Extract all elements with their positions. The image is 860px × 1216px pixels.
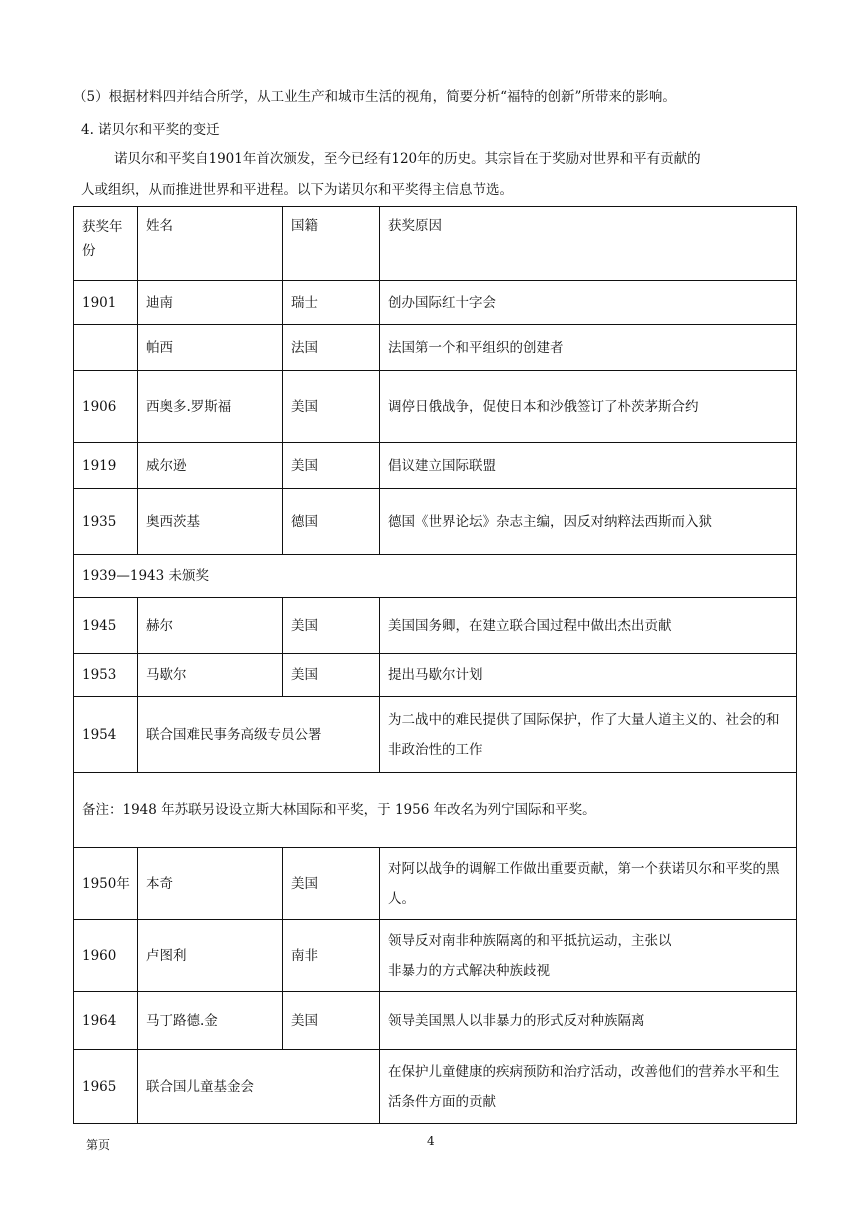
question-5-text: （5）根据材料四并结合所学，从工业生产和城市生活的视角，简要分析“福特的创新”所带来的影响。 bbox=[73, 89, 676, 105]
cell-reason: 提出马歇尔计划 bbox=[380, 654, 797, 697]
table-row bbox=[74, 654, 797, 697]
cell-reason: 领导美国黑人以非暴力的形式反对种族隔离 bbox=[380, 992, 797, 1050]
table-row bbox=[74, 598, 797, 654]
cell-nationality: 德国 bbox=[283, 489, 380, 555]
table-note-row bbox=[74, 773, 797, 848]
cell-name: 西奥多.罗斯福 bbox=[138, 371, 283, 443]
cell-name: 本奇 bbox=[138, 848, 283, 920]
cell-reason: 在保护儿童健康的疾病预防和治疗活动，改善他们的营养水平和生活条件方面的贡献 bbox=[380, 1050, 797, 1124]
cell-nationality: 美国 bbox=[283, 654, 380, 697]
nobel-peace-prize-table bbox=[73, 206, 797, 1124]
table-row bbox=[74, 992, 797, 1050]
table-row bbox=[74, 325, 797, 371]
cell-note: 1939—1943 未颁奖 bbox=[74, 555, 797, 598]
header-year: 获奖年份 bbox=[74, 207, 138, 281]
table-header-row bbox=[74, 207, 797, 281]
table-row bbox=[74, 371, 797, 443]
table-row bbox=[74, 848, 797, 920]
cell-nationality: 美国 bbox=[283, 848, 380, 920]
cell-reason: 美国国务卿，在建立联合国过程中做出杰出贡献 bbox=[380, 598, 797, 654]
table-row bbox=[74, 489, 797, 555]
cell-reason: 为二战中的难民提供了国际保护，作了大量人道主义的、社会的和非政治性的工作 bbox=[380, 697, 797, 773]
footer-page-number: 4 bbox=[427, 1134, 435, 1148]
cell-year: 1960 bbox=[74, 920, 138, 992]
table-row bbox=[74, 1050, 797, 1124]
cell-name: 迪南 bbox=[138, 281, 283, 325]
cell-nationality: 南非 bbox=[283, 920, 380, 992]
cell-year: 1919 bbox=[74, 443, 138, 489]
cell-year: 1935 bbox=[74, 489, 138, 555]
table-row bbox=[74, 697, 797, 773]
cell-name: 马丁路德.金 bbox=[138, 992, 283, 1050]
cell-year: 1954 bbox=[74, 697, 138, 773]
cell-name: 马歇尔 bbox=[138, 654, 283, 697]
cell-year: 1953 bbox=[74, 654, 138, 697]
cell-reason: 倡议建立国际联盟 bbox=[380, 443, 797, 489]
reason-line-2: 非暴力的方式解决种族歧视 bbox=[388, 962, 550, 979]
section-title: 4. 诺贝尔和平奖的变迁 bbox=[81, 122, 220, 138]
cell-reason: 调停日俄战争，促使日本和沙俄签订了朴茨茅斯合约 bbox=[380, 371, 797, 443]
cell-year: 1964 bbox=[74, 992, 138, 1050]
footer-page-label: 第页 bbox=[86, 1138, 111, 1152]
cell-reason: 法国第一个和平组织的创建者 bbox=[380, 325, 797, 371]
cell-nationality: 美国 bbox=[283, 992, 380, 1050]
cell-reason bbox=[380, 920, 797, 992]
cell-organization: 联合国难民事务高级专员公署 bbox=[138, 697, 380, 773]
cell-nationality: 美国 bbox=[283, 371, 380, 443]
cell-year: 1965 bbox=[74, 1050, 138, 1124]
table-row bbox=[74, 920, 797, 992]
intro-paragraph-line-2: 人或组织，从而推进世界和平进程。以下为诺贝尔和平奖得主信息节选。 bbox=[81, 182, 513, 198]
cell-year: 1950年 bbox=[74, 848, 138, 920]
table-row bbox=[74, 281, 797, 325]
table-row bbox=[74, 443, 797, 489]
reason-line-1: 领导反对南非种族隔离的和平抵抗运动，主张以 bbox=[388, 932, 672, 949]
cell-organization: 联合国儿童基金会 bbox=[138, 1050, 380, 1124]
cell-nationality: 瑞士 bbox=[283, 281, 380, 325]
cell-year: 1901 bbox=[74, 281, 138, 325]
cell-year: 1945 bbox=[74, 598, 138, 654]
cell-reason: 创办国际红十字会 bbox=[380, 281, 797, 325]
cell-name: 奥西茨基 bbox=[138, 489, 283, 555]
cell-nationality: 法国 bbox=[283, 325, 380, 371]
cell-reason: 对阿以战争的调解工作做出重要贡献，第一个获诺贝尔和平奖的黑人。 bbox=[380, 848, 797, 920]
cell-name: 威尔逊 bbox=[138, 443, 283, 489]
intro-paragraph-line-1: 诺贝尔和平奖自1901年首次颁发，至今已经有120年的历史。其宗旨在于奖励对世界和平有贡献的 bbox=[114, 151, 701, 167]
cell-year bbox=[74, 325, 138, 371]
header-nationality: 国籍 bbox=[283, 207, 380, 281]
cell-note: 备注：1948 年苏联另设设立斯大林国际和平奖，于 1956 年改名为列宁国际和平奖。 bbox=[74, 773, 797, 848]
cell-name: 帕西 bbox=[138, 325, 283, 371]
cell-name: 卢图利 bbox=[138, 920, 283, 992]
cell-nationality: 美国 bbox=[283, 443, 380, 489]
cell-reason: 德国《世界论坛》杂志主编，因反对纳粹法西斯而入狱 bbox=[380, 489, 797, 555]
table-note-row bbox=[74, 555, 797, 598]
header-name: 姓名 bbox=[138, 207, 283, 281]
cell-nationality: 美国 bbox=[283, 598, 380, 654]
cell-name: 赫尔 bbox=[138, 598, 283, 654]
cell-year: 1906 bbox=[74, 371, 138, 443]
header-reason: 获奖原因 bbox=[380, 207, 797, 281]
